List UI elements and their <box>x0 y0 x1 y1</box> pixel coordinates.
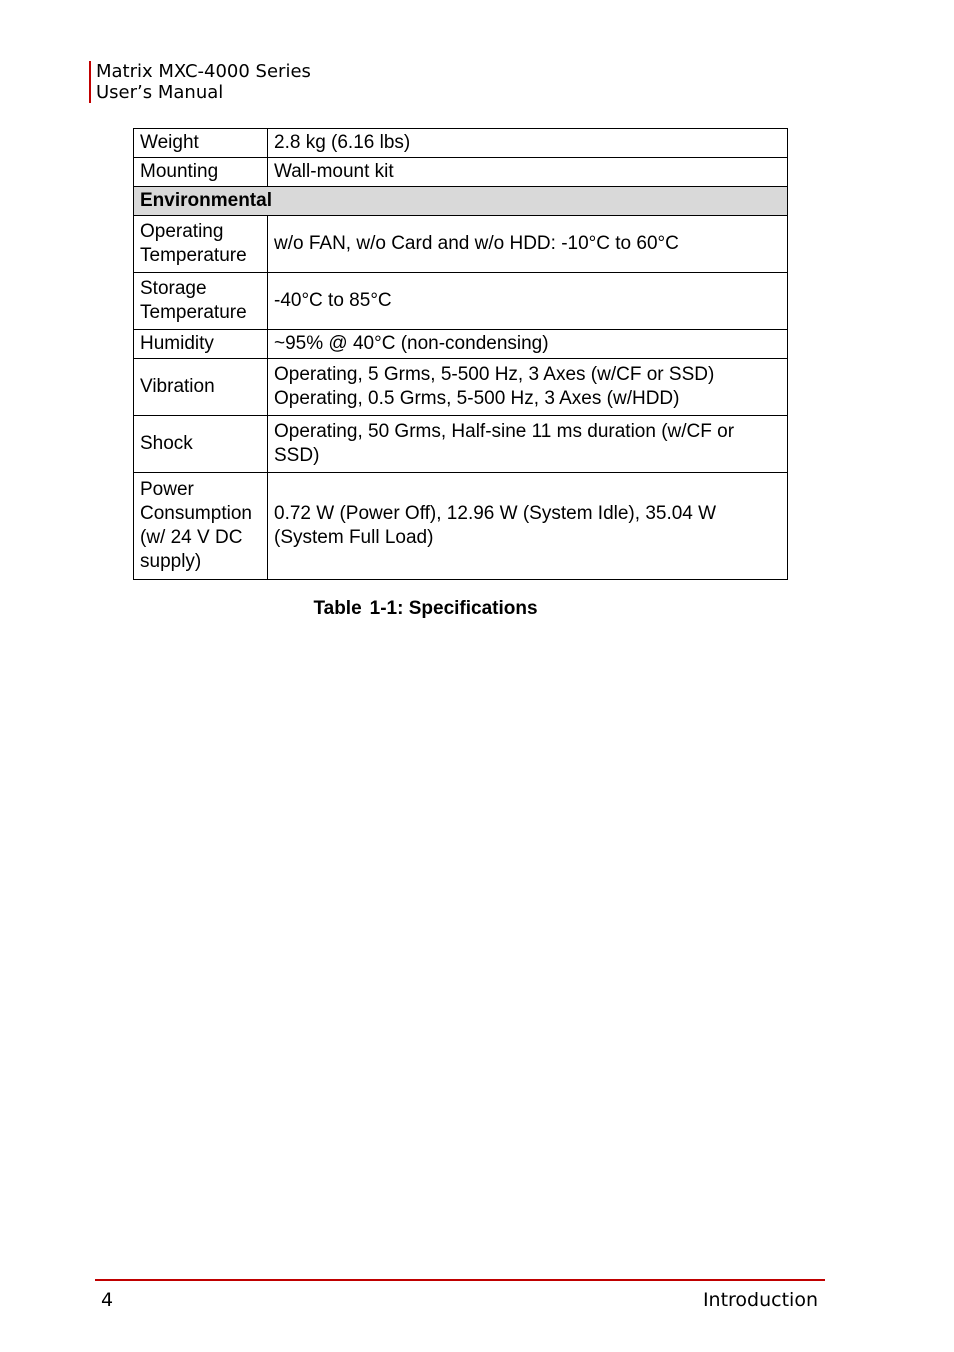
spec-label-line: Temperature <box>140 302 247 323</box>
table-row <box>134 216 788 273</box>
spec-label-line: Storage <box>140 278 207 299</box>
caption-prefix: Table <box>313 598 362 619</box>
spec-label-line: Consumption <box>140 503 252 524</box>
table-caption <box>133 597 788 621</box>
spec-value-line: Operating, 5 Grms, 5-500 Hz, 3 Axes (w/CF or SSD) <box>274 364 715 385</box>
spec-label <box>134 273 268 330</box>
table-section-row <box>134 187 788 216</box>
spec-label: Humidity <box>134 330 268 359</box>
spec-value <box>268 359 788 416</box>
table-row <box>134 473 788 580</box>
table-row <box>134 158 788 187</box>
table-row <box>134 416 788 473</box>
table-row <box>134 359 788 416</box>
section-heading: Environmental <box>134 187 788 216</box>
header-subtitle: User’s Manual <box>96 82 224 103</box>
header-title: Matrix MXC-4000 Series <box>96 61 311 82</box>
specifications-table <box>133 128 788 580</box>
spec-value: 0.72 W (Power Off), 12.96 W (System Idle), 35.04 W (System Full Load) <box>268 473 788 580</box>
spec-label-line: (w/ 24 V DC <box>140 527 243 548</box>
spec-value: -40°C to 85°C <box>268 273 788 330</box>
spec-value: ~95% @ 40°C (non-condensing) <box>268 330 788 359</box>
spec-label: Weight <box>134 129 268 158</box>
spec-label: Shock <box>134 416 268 473</box>
spec-value: 2.8 kg (6.16 lbs) <box>268 129 788 158</box>
spec-value: w/o FAN, w/o Card and w/o HDD: -10°C to 60°C <box>268 216 788 273</box>
spec-value-line: Operating, 0.5 Grms, 5-500 Hz, 3 Axes (w/HDD) <box>274 388 680 409</box>
table-row <box>134 273 788 330</box>
spec-label <box>134 216 268 273</box>
spec-value: Operating, 50 Grms, Half-sine 11 ms duration (w/CF or SSD) <box>268 416 788 473</box>
spec-label: Mounting <box>134 158 268 187</box>
spec-label: Vibration <box>134 359 268 416</box>
running-header <box>89 61 311 103</box>
caption-number: 1-1: Specifications <box>369 598 538 619</box>
spec-label-line: Power <box>140 479 194 500</box>
footer-divider <box>95 1279 825 1281</box>
spec-label-line: Operating <box>140 221 224 242</box>
table-row <box>134 330 788 359</box>
page-number: 4 <box>101 1289 114 1311</box>
spec-label-line: Temperature <box>140 245 247 266</box>
footer-section-title: Introduction <box>702 1289 818 1311</box>
table-row <box>134 129 788 158</box>
spec-label-line: supply) <box>140 551 202 572</box>
spec-value: Wall-mount kit <box>268 158 788 187</box>
spec-label <box>134 473 268 580</box>
